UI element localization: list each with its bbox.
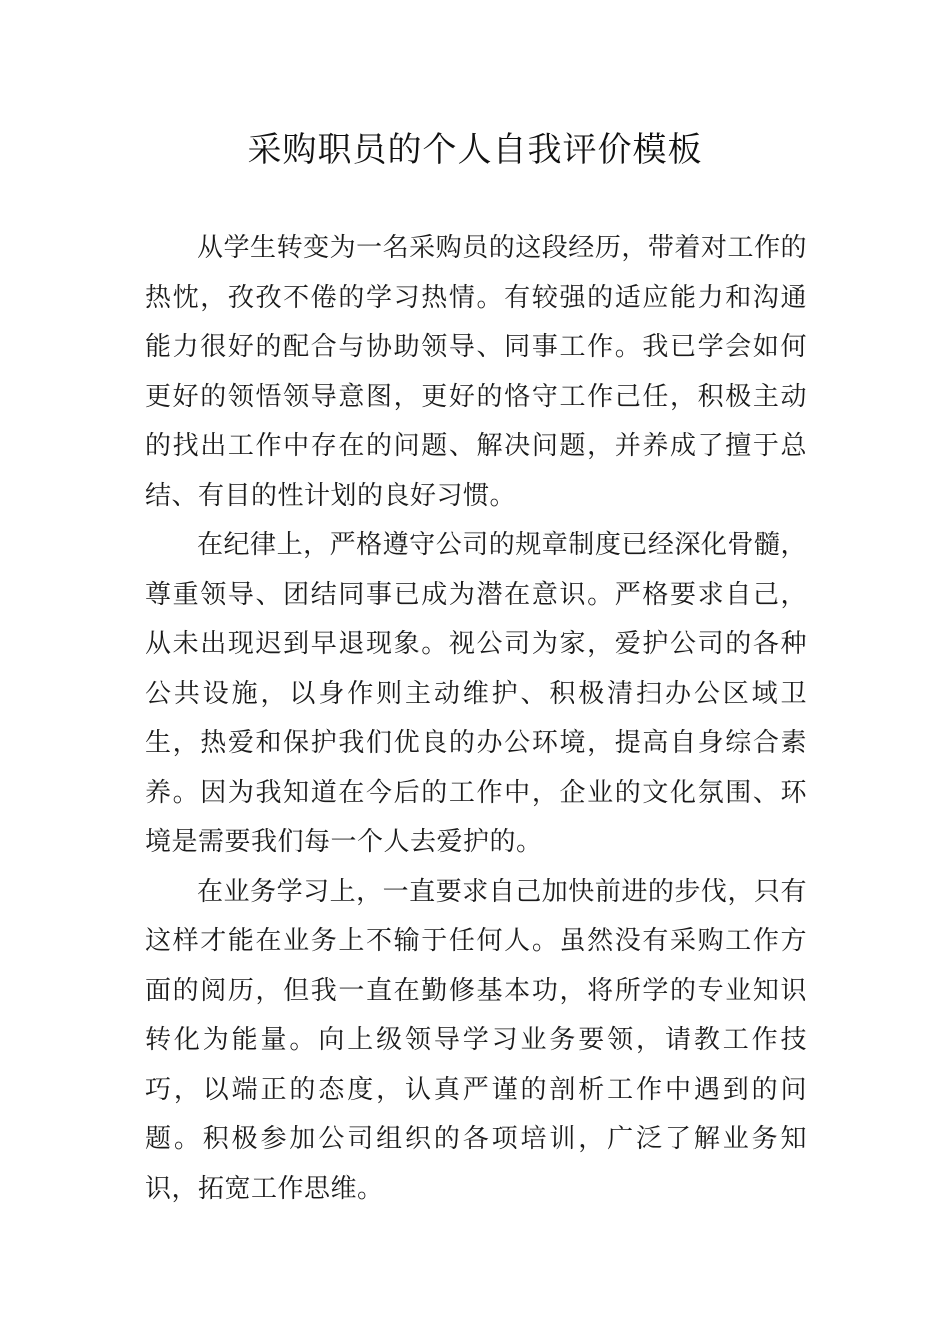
paragraph-3: 在业务学习上，一直要求自己加快前进的步伐，只有这样才能在业务上不输于任何人。虽然没有采购工作方面的阅历，但我一直在勤修基本功，将所学的专业知识转化为能量。向上级领导学习业务要领，请教工作技巧，以端正的态度，认真严谨的剖析工作中遇到的问题。积极参加公司组织的各项培训，广泛了解业务知识，拓宽工作思维。 — [145, 876, 807, 1204]
paragraph-1: 从学生转变为一名采购员的这段经历，带着对工作的热忱，孜孜不倦的学习热情。有较强的适应能力和沟通能力很好的配合与协助领导、同事工作。我已学会如何更好的领悟领导意图，更好的恪守工作己任，积极主动的找出工作中存在的问题、解决问题，并养成了擅于总结、有目的性计划的良好习惯。 — [145, 233, 807, 511]
document-body — [145, 224, 807, 1214]
document-title: 采购职员的个人自我评价模板 — [247, 130, 703, 170]
paragraph-2: 在纪律上，严格遵守公司的规章制度已经深化骨髓，尊重领导、团结同事已成为潜在意识。严格要求自己，从未出现迟到早退现象。视公司为家，爱护公司的各种公共设施，以身作则主动维护、积极清扫办公区域卫生，热爱和保护我们优良的办公环境，提高自身综合素养。因为我知道在今后的工作中，企业的文化氛围、环境是需要我们每一个人去爱护的。 — [145, 530, 807, 857]
